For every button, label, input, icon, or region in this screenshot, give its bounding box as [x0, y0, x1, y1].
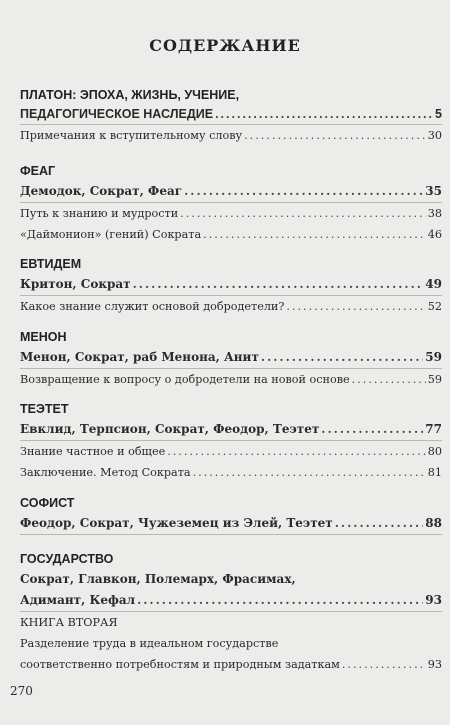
entry-text: «Даймонион» (гений) Сократа — [20, 228, 202, 241]
entry-text: Примечания к вступительному слову — [20, 129, 243, 142]
leader-dots — [133, 274, 424, 295]
page-ref: 52 — [427, 300, 442, 313]
section-title: ПЛАТОН: ЭПОХА, ЖИЗНЬ, УЧЕНИЕ, — [20, 88, 240, 102]
divider — [20, 534, 442, 535]
entry-text: Адимант, Кефал — [20, 593, 136, 607]
entry-text: Какое знание служит основой добродетели? — [20, 300, 285, 313]
leader-dots — [167, 441, 426, 462]
page-ref: 59 — [427, 373, 442, 386]
page-number: 270 — [10, 684, 33, 698]
toc-entry[interactable] — [20, 590, 442, 611]
toc-entry[interactable] — [20, 441, 442, 462]
toc-section-gosudarstvo — [20, 550, 442, 675]
page-ref: 77 — [425, 422, 442, 436]
section-title: ГОСУДАРСТВО — [20, 552, 114, 566]
section-title: СОФИСТ — [20, 496, 75, 510]
toc-entry[interactable] — [20, 513, 442, 534]
page-ref: 49 — [425, 277, 442, 291]
page-ref: 88 — [425, 516, 442, 530]
toc-section-menon — [20, 328, 442, 390]
page-ref: 81 — [427, 466, 442, 479]
toc-entry[interactable] — [20, 654, 442, 675]
page-ref: 5 — [435, 107, 442, 121]
leader-dots — [335, 513, 424, 534]
page-ref: 93 — [427, 658, 442, 671]
page-ref: 80 — [427, 445, 442, 458]
leader-dots — [215, 105, 433, 124]
section-title: ФЕАГ — [20, 164, 56, 178]
toc-section-sofist — [20, 494, 442, 535]
toc-entry[interactable] — [20, 296, 442, 317]
page-title: СОДЕРЖАНИЕ — [149, 36, 301, 55]
entry-text: Возвращение к вопросу о добродетели на новой основе — [20, 373, 350, 386]
entry-text: соответственно потребностям и природным задаткам — [20, 658, 340, 671]
toc-section-plato — [20, 86, 442, 146]
page-ref: 35 — [425, 184, 442, 198]
leader-dots — [261, 347, 423, 368]
page-ref: 93 — [425, 593, 442, 607]
entry-text: Путь к знанию и мудрости — [20, 207, 179, 220]
section-title: ЕВТИДЕМ — [20, 257, 82, 271]
page-ref: 59 — [425, 350, 442, 364]
toc-section-teetet — [20, 400, 442, 483]
toc-entry-line[interactable]: Сократ, Главкон, Полемарх, Фрасимах, — [20, 572, 296, 586]
toc-entry[interactable] — [20, 224, 442, 245]
toc-entry[interactable] — [20, 203, 442, 224]
entry-text: Заключение. Метод Сократа — [20, 466, 191, 479]
section-title: ТЕЭТЕТ — [20, 402, 69, 416]
toc-entry[interactable] — [20, 419, 442, 440]
leader-dots — [342, 654, 426, 675]
entry-text: Менон, Сократ, раб Менона, Анит — [20, 350, 259, 364]
section-title-continued: ПЕДАГОГИЧЕСКОЕ НАСЛЕДИЕ — [20, 107, 214, 121]
toc-section-feag — [20, 162, 442, 245]
toc-entry[interactable] — [20, 347, 442, 368]
toc-entry[interactable] — [20, 369, 442, 390]
toc-entry[interactable] — [20, 181, 442, 202]
section-title: МЕНОН — [20, 330, 67, 344]
entry-text: Критон, Сократ — [20, 277, 131, 291]
leader-dots — [184, 181, 423, 202]
page-ref: 30 — [427, 129, 442, 142]
book-subheading: КНИГА ВТОРАЯ — [20, 616, 118, 629]
leader-dots — [137, 590, 423, 611]
entry-text: Знание частное и общее — [20, 445, 166, 458]
toc-section-evtidem — [20, 255, 442, 317]
toc-entry[interactable] — [20, 105, 442, 124]
entry-text: Евклид, Терпсион, Сократ, Феодор, Теэтет — [20, 422, 320, 436]
leader-dots — [203, 224, 426, 245]
leader-dots — [321, 419, 423, 440]
entry-text: Демодок, Сократ, Феаг — [20, 184, 183, 198]
entry-text: Феодор, Сократ, Чужеземец из Элей, Теэтет — [20, 516, 333, 530]
leader-dots — [193, 462, 426, 483]
leader-dots — [352, 369, 426, 390]
toc-entry-line[interactable]: Разделение труда в идеальном государстве — [20, 637, 279, 650]
leader-dots — [180, 203, 426, 224]
page-ref: 46 — [427, 228, 442, 241]
leader-dots — [244, 125, 426, 146]
leader-dots — [286, 296, 425, 317]
toc-entry[interactable] — [20, 462, 442, 483]
toc-entry[interactable] — [20, 274, 442, 295]
toc-entry[interactable] — [20, 125, 442, 146]
page-ref: 38 — [427, 207, 442, 220]
